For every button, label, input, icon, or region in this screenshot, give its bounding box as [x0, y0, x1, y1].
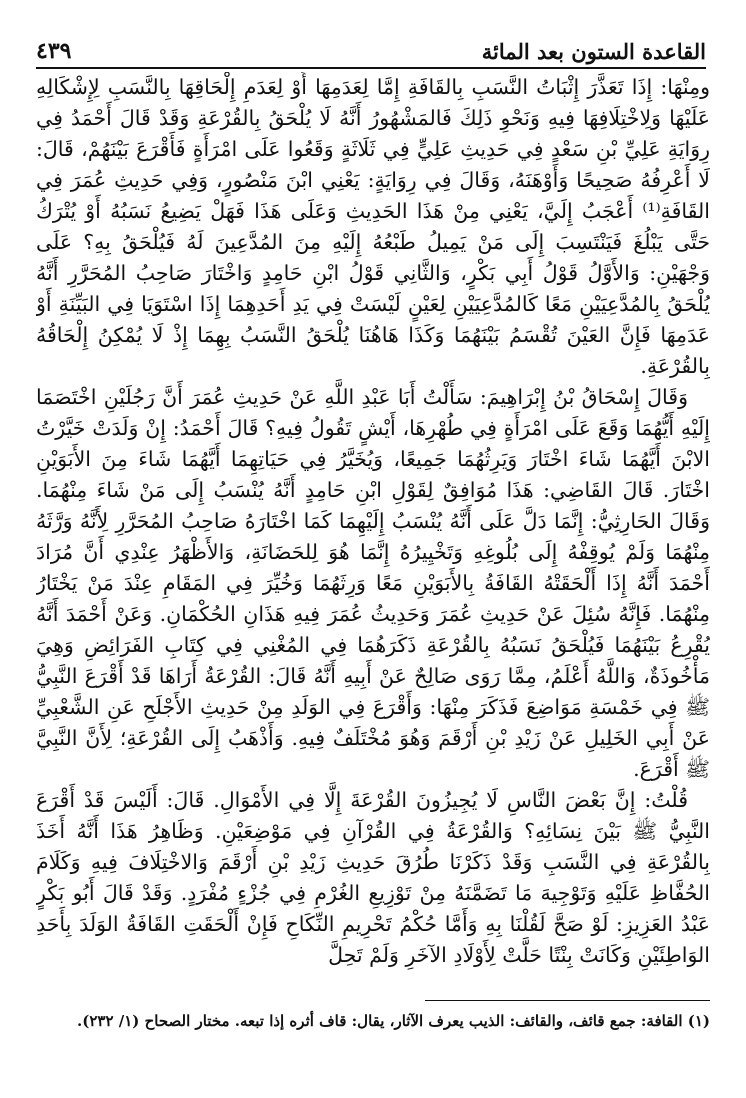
running-title: القاعدة الستون بعد المائة — [481, 39, 706, 64]
paragraph: وَقَالَ إِسْحَاقُ بْنُ إِبْرَاهِيمَ: سَأَلْتُ أَبَا عَبْدِ اللَّهِ عَنْ حَدِيثِ عُمَرَ أَنَّ رَجُلَيْنِ اخْتَصَمَا إِلَيْهِ أَيُّهُمَا وَقَعَ عَلَى امْرَأَةٍ فِي طُهْرِهَا، أَيْشٍ تَقُولُ فِيهِ؟ قَالَ أَحْمَدُ: إِنْ وَلَدَتْ خَيَّرْتُ الابْنَ أَيَّهُمَا شَاءَ اخْتَارَ وَيَرِثُهُمَا جَمِيعًا، وَيُخَيَّرُ فِي حَيَاتِهِمَا أَيَّهُمَا شَاءَ مِنَ الأَبَوَيْنِ اخْتَارَ. قَالَ القَاضِي: هَذَا مُوَافِقٌ لِقَوْلِ ابْنِ حَامِدٍ أَنَّهُ يُنْسَبُ إِلَى مَنْ شَاءَ مِنْهُمَا. وَقَالَ الحَارِثِيُّ: إِنَّمَا دَلَّ عَلَى أَنَّهُ يُنْسَبُ إِلَيْهِمَا كَمَا اخْتَارَهُ صَاحِبُ المُحَرَّرِ لِأَنَّهُ وَرَّثَهُ مِنْهُمَا وَلَمْ يُوقِفْهُ إِلَى بُلُوغِهِ وَتَخْيِيرُهُ إِنَّمَا هُوَ لِلحَضَانَةِ، وَالأَظْهَرُ عِنْدِي أَنَّ مُرَادَ أَحْمَدَ أَنَّهُ إِذَا أَلْحَقَتْهُ القَافَةُ بِالأَبَوَيْنِ مَعًا وَرِثَهُمَا وَخُيِّرَ فِي المَقَامِ عِنْدَ مَنْ يَخْتَارُ مِنْهُمَا. فَإِنَّهُ سُئِلَ عَنْ حَدِيثِ عُمَرَ وَحَدِيثُ عُمَرَ فِيهِ هَذَانِ الحُكْمَانِ. وَعَنْ أَحْمَدَ أَنَّهُ يُقْرِعُ بَيْنَهُمَا فَيُلْحَقُ نَسَبُهُ بِالقُرْعَةِ ذَكَرَهُمَا فِي المُغْنِي فِي كِتَابِ الفَرَائِضِ وَهِيَ مَأْخُوذَةٌ، وَاللَّهُ أَعْلَمُ، مِمَّا رَوَى صَالِحٌ عَنْ أَبِيهِ أَنَّهُ قَالَ: القُرْعَةُ أَرَاهَا قَدْ أَقْرَعَ النَّبِيُّ ﷺ فِي خَمْسَةِ مَوَاضِعَ فَذَكَرَ مِنْهَا: وَأَقْرَعَ فِي الوَلَدِ مِنْ حَدِيثِ الأَجْلَحِ عَنِ الشَّعْبِيِّ عَنْ أَبِي الخَلِيلِ عَنْ زَيْدِ بْنِ أَرْقَمَ وَهُوَ مُخْتَلَفٌ فِيهِ. وَأَذْهَبُ إِلَى القُرْعَةِ؛ لِأَنَّ النَّبِيَّ ﷺ أَقْرَعَ. — [36, 385, 710, 781]
footnote: (١) القافة: جمع قائف، والقائف: الذيب يعرف الآثار، يقال: قاف أثره إذا تبعه. مختار الصحاح (١/ ٢٣٢). — [77, 1012, 710, 1030]
main-text — [36, 72, 710, 987]
paragraph: ومِنْهَا: إِذَا تَعَذَّرَ إِثْبَاتُ النَّسَبِ بِالقَافَةِ إِمَّا لِعَدَمِهَا أَوْ لِعَدَمِ إِلْحَاقِهَا بِالنَّسَبِ لِإِشْكَالِهِ عَلَيْهَا وَلِاخْتِلَافِهَا فِيهِ وَنَحْوِ ذَلِكَ فَالمَشْهُورُ أَنَّهُ لَا يُلْحَقُ بِالقُرْعَةِ وَقَدْ قَالَ أَحْمَدُ فِي رِوَايَةِ عَلِيِّ بْنِ سَعْدٍ فِي حَدِيثِ عَلِيٍّ فِي ثَلَاثَةٍ وَقَعُوا عَلَى امْرَأَةٍ فَأَقْرَعَ بَيْنَهُمْ، قَالَ: لَا أَعْرِفُهُ صَحِيحًا وَأَوْهَنَهُ، وَقَالَ فِي رِوَايَةٍ: يَعْنِي ابْنَ مَنْصُورٍ، وَفِي حَدِيثِ عُمَرَ فِي القَافَةِ⁽¹⁾ أَعْجَبُ إِلَيَّ، يَعْنِي مِنْ هَذَا الحَدِيثِ وَعَلَى هَذَا فَهَلْ يَضِيعُ نَسَبُهُ أَوْ يُتْرَكُ حَتَّى يَبْلُغَ فَيَنْتَسِبَ إِلَى مَنْ يَمِيلُ طَبْعُهُ إِلَيْهِ مِنَ المُدَّعِينَ لَهُ فَيُلْحَقُ بِهِ؟ عَلَى وَجْهَيْنِ: وَالأَوَّلُ قَوْلُ أَبِي بَكْرٍ، وَالثَّانِي قَوْلُ ابْنِ حَامِدٍ وَاخْتَارَ صَاحِبُ المُحَرَّرِ أَنَّهُ يُلْحَقُ بِالمُدَّعِيَيْنِ مَعًا كَالمُدَّعِيَيْنِ لِعَيْنٍ لَيْسَتْ فِي يَدِ أَحَدِهِمَا إِذَا اسْتَوَيَا فِي البَيِّنَةِ أَوْ عَدَمِهَا فَإِنَّ العَيْنَ تُقْسَمُ بَيْنَهُمَا وَكَذَا هَاهُنَا يُلْحَقُ النَّسَبُ بِهِمَا إِذْ لَا يُمْكِنُ إِلْحَاقُهُ بِالقُرْعَةِ. — [36, 75, 710, 378]
footnote-divider — [425, 1000, 710, 1001]
page-number: ٤٣٩ — [36, 38, 72, 64]
page-header — [36, 30, 706, 69]
paragraph: قُلْتُ: إِنَّ بَعْضَ النَّاسِ لَا يُجِيزُونَ القُرْعَةَ إِلَّا فِي الأَمْوَالِ. قَالَ: أَلَيْسَ قَدْ أَقْرَعَ النَّبِيُّ ﷺ بَيْنَ نِسَائِهِ؟ وَالقُرْعَةُ فِي القُرْآنِ فِي مَوْضِعَيْنِ. وَظَاهِرُ هَذَا أَنَّهُ أَخَذَ بِالقُرْعَةِ فِي النَّسَبِ وَقَدْ ذَكَرْنَا طُرُقَ حَدِيثِ زَيْدِ بْنِ أَرْقَمَ وَالاخْتِلَافَ فِيهِ وَكَلَامَ الحُفَّاظِ عَلَيْهِ وَتَوْجِيهَ مَا تَضَمَّنَهُ مِنْ تَوْزِيعِ الغُرْمِ فِي جُزْءٍ مُفْرَدٍ. وَقَدْ قَالَ أَبُو بَكْرٍ عَبْدُ العَزِيزِ: لَوْ صَحَّ لَقُلْنَا بِهِ وَأَمَّا حُكْمُ تَحْرِيمِ النِّكَاحِ فَإِنْ أَلْحَقَتِ القَافَةُ الوَلَدَ بِأَحَدِ الوَاطِئَيْنِ وَكَانَتْ بِنْتًا حَلَّتْ لِأَوْلَادِ الآخَرِ وَلَمْ تَحِلَّ — [36, 788, 710, 967]
